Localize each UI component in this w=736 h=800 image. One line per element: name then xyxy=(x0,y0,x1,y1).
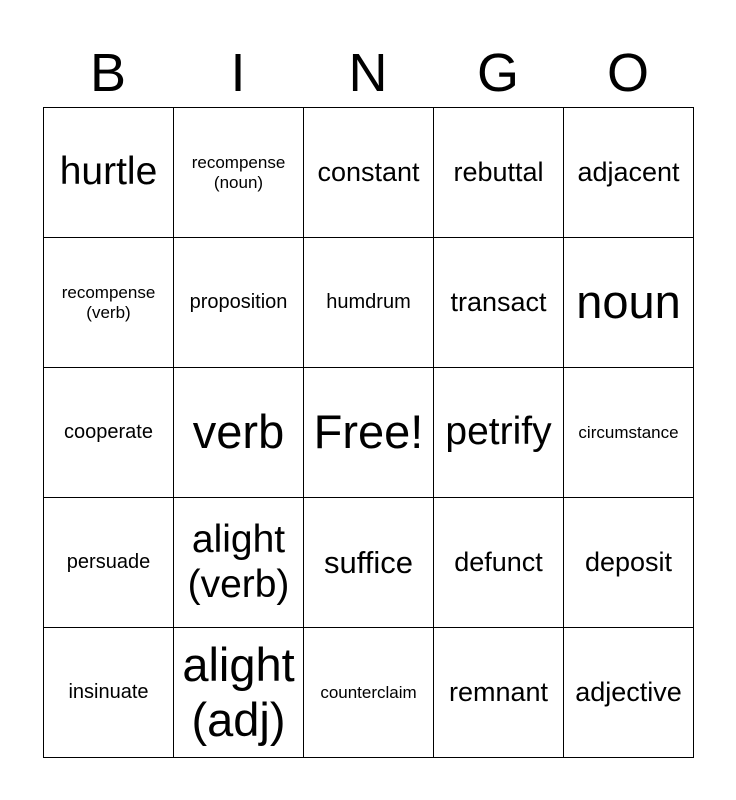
cell-label: humdrum xyxy=(326,291,411,313)
bingo-cell[interactable] xyxy=(304,238,434,368)
header-letter-b: B xyxy=(89,43,127,103)
bingo-cell[interactable] xyxy=(304,498,434,628)
cell-label: hurtle xyxy=(59,150,158,194)
bingo-cell[interactable] xyxy=(174,108,304,238)
bingo-cell[interactable] xyxy=(174,368,304,498)
header-letter-i: I xyxy=(230,43,246,103)
bingo-cell[interactable] xyxy=(304,628,434,758)
cell-label: Free! xyxy=(313,405,424,459)
bingo-cell[interactable] xyxy=(434,368,564,498)
bingo-cell[interactable] xyxy=(434,238,564,368)
cell-label: circumstance xyxy=(578,422,679,442)
bingo-cell[interactable] xyxy=(564,238,694,368)
bingo-cell[interactable] xyxy=(174,498,304,628)
cell-label: constant xyxy=(317,156,420,187)
cell-label: counterclaim xyxy=(320,682,417,702)
bingo-cell[interactable] xyxy=(304,108,434,238)
cell-label: deposit xyxy=(584,546,673,577)
bingo-cell[interactable] xyxy=(44,368,174,498)
cell-label: rebuttal xyxy=(453,156,544,187)
cell-label: transact xyxy=(450,286,547,317)
bingo-cell[interactable] xyxy=(434,108,564,238)
bingo-cell[interactable] xyxy=(434,498,564,628)
bingo-cell[interactable] xyxy=(564,368,694,498)
cell-label: alight (adj) xyxy=(182,638,295,746)
cell-label: recompense (verb) xyxy=(61,282,156,322)
bingo-cell[interactable] xyxy=(564,498,694,628)
cell-label: remnant xyxy=(448,676,549,707)
bingo-cell[interactable] xyxy=(44,628,174,758)
cell-label: adjective xyxy=(575,676,682,707)
cell-label: verb xyxy=(192,405,285,459)
header-letter-n: N xyxy=(348,43,388,103)
bingo-cell[interactable] xyxy=(174,238,304,368)
cell-label: noun xyxy=(576,275,681,329)
bingo-cell[interactable] xyxy=(44,238,174,368)
cell-label: alight (verb) xyxy=(187,517,290,606)
bingo-header xyxy=(43,40,693,106)
bingo-cell[interactable] xyxy=(564,628,694,758)
cell-label: recompense (noun) xyxy=(191,152,286,192)
free-space-cell[interactable] xyxy=(304,368,434,498)
bingo-cell[interactable] xyxy=(174,628,304,758)
header-letter-o: O xyxy=(606,43,649,103)
bingo-cell[interactable] xyxy=(44,108,174,238)
cell-label: persuade xyxy=(66,551,151,573)
header-letter-g: G xyxy=(476,43,519,103)
cell-label: cooperate xyxy=(64,421,153,443)
bingo-cell[interactable] xyxy=(44,498,174,628)
cell-label: defunct xyxy=(454,546,543,577)
bingo-cell[interactable] xyxy=(564,108,694,238)
cell-label: adjacent xyxy=(577,156,680,187)
bingo-cell[interactable] xyxy=(434,628,564,758)
cell-label: petrify xyxy=(445,410,552,454)
bingo-board xyxy=(43,107,694,758)
cell-label: insinuate xyxy=(68,681,149,703)
cell-label: suffice xyxy=(323,544,414,580)
cell-label: proposition xyxy=(189,291,288,313)
